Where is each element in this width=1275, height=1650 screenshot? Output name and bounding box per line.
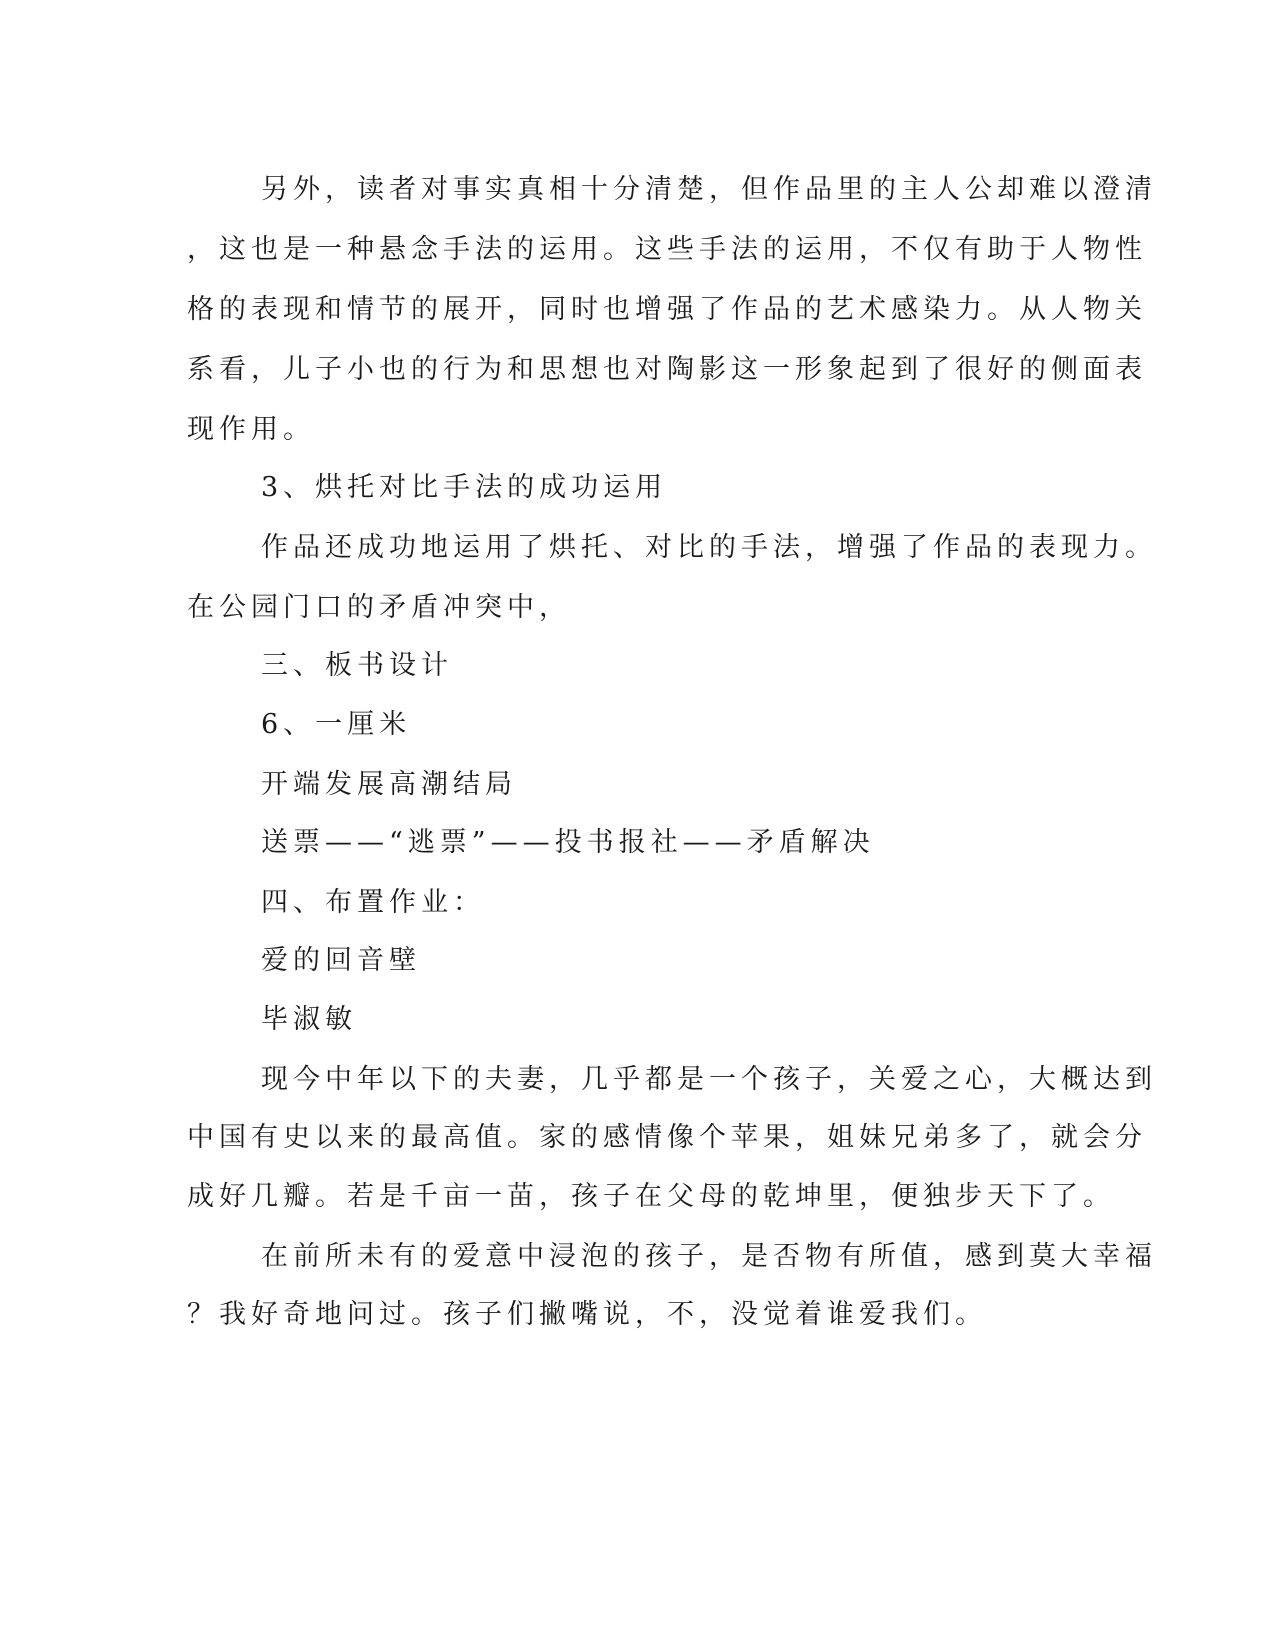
board-title: 6、一厘米 [261,709,412,740]
section-heading: 三、板书设计 [261,650,453,681]
paragraph-line: ？我好奇地问过。孩子们撇嘴说，不，没觉着谁爱我们。 [187,1299,987,1330]
essay-title: 爱的回音壁 [261,945,421,976]
paragraph-line: 格的表现和情节的展开，同时也增强了作品的艺术感染力。从人物关 [187,294,1147,325]
paragraph-line: 中国有史以来的最高值。家的感情像个苹果，姐妹兄弟多了，就会分 [187,1122,1147,1153]
paragraph-line: 在前所未有的爱意中浸泡的孩子，是否物有所值，感到莫大幸福 [261,1241,1157,1272]
board-line: 送票——“逃票”——投书报社——矛盾解决 [261,827,875,858]
paragraph-line: 现作用。 [187,414,315,445]
paragraph-line: ，这也是一种悬念手法的运用。这些手法的运用，不仅有助于人物性 [187,234,1147,265]
board-line: 开端发展高潮结局 [261,769,517,800]
section-heading: 四、布置作业： [261,887,485,918]
paragraph-line: 另外，读者对事实真相十分清楚，但作品里的主人公却难以澄清 [261,174,1157,205]
paragraph-line: 成好几瓣。若是千亩一苗，孩子在父母的乾坤里，便独步天下了。 [187,1181,1115,1212]
paragraph-line: 系看，儿子小也的行为和思想也对陶影这一形象起到了很好的侧面表 [187,354,1147,385]
paragraph-line: 作品还成功地运用了烘托、对比的手法，增强了作品的表现力。 [261,532,1157,563]
paragraph-line: 在公园门口的矛盾冲突中， [187,592,571,623]
paragraph-line: 现今中年以下的夫妻，几乎都是一个孩子，关爱之心，大概达到 [261,1064,1157,1095]
section-heading: 3、烘托对比手法的成功运用 [261,472,668,503]
essay-author: 毕淑敏 [261,1004,357,1035]
